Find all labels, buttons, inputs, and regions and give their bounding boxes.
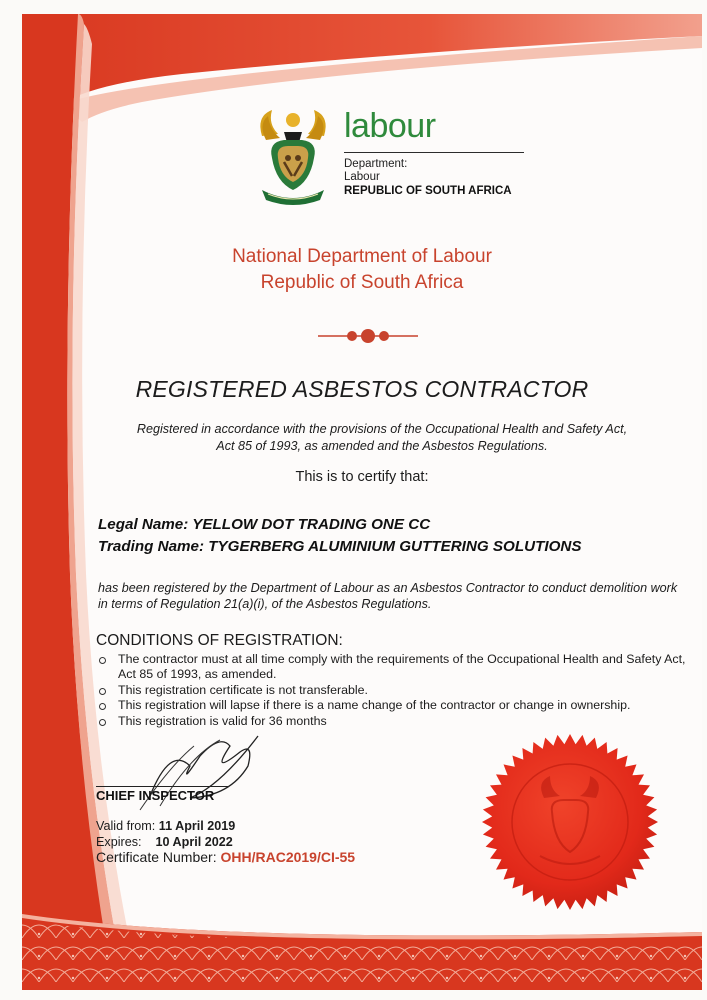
brand-country: REPUBLIC OF SOUTH AFRICA	[344, 185, 512, 197]
brand-divider	[344, 152, 524, 153]
certificate-number-label: Certificate Number:	[96, 849, 217, 865]
registration-statement: has been registered by the Department of Labour as an Asbestos Contractor to conduct demolition work in terms of Regulation 21(a)(i), of the Asbestos Regulations.	[98, 581, 678, 611]
header-line-2: Republic of South Africa	[260, 272, 464, 293]
chief-inspector-title: CHIEF INSPECTOR	[96, 786, 228, 803]
legal-name: Legal Name: YELLOW DOT TRADING ONE CC	[98, 516, 431, 533]
valid-from-row	[96, 819, 355, 835]
conditions-heading: CONDITIONS OF REGISTRATION:	[96, 632, 343, 649]
expires-date: 10 April 2022	[155, 834, 233, 849]
conditions-list	[96, 652, 686, 729]
brand-department-name: Labour	[344, 171, 380, 183]
certificate-number-row	[96, 850, 355, 866]
act-statement	[92, 421, 672, 455]
brand-department-label: Department:	[344, 158, 408, 170]
trading-name: Trading Name: TYGERBERG ALUMINIUM GUTTERING SOLUTIONS	[98, 538, 582, 555]
embossed-seal-icon	[480, 732, 660, 912]
expires-row	[96, 835, 355, 851]
valid-from-date: 11 April 2019	[158, 819, 236, 833]
condition-item: This registration certificate is not transferable.	[96, 683, 686, 698]
coat-of-arms-icon	[254, 106, 332, 206]
condition-item: The contractor must at all time comply with the requirements of the Occupational Health and Safety Act, Act 85 of 1993, as amended.	[96, 652, 686, 682]
certificate-title: REGISTERED ASBESTOS CONTRACTOR	[135, 376, 589, 402]
expires-label: Expires:	[96, 834, 142, 849]
condition-item: This registration is valid for 36 months	[96, 714, 686, 729]
brand-wordmark: labour	[344, 107, 436, 145]
contractor-names	[98, 514, 678, 558]
three-dots-divider-icon	[318, 326, 418, 346]
certificate-sheet	[22, 14, 702, 990]
validity-block	[96, 819, 355, 866]
certify-statement: This is to certify that:	[295, 469, 429, 485]
certificate-number: OHH/RAC2019/CI-55	[220, 849, 356, 865]
valid-from-label: Valid from:	[96, 819, 156, 833]
header-line-1: National Department of Labour	[232, 246, 492, 267]
act-line-1: Registered in accordance with the provisions of the Occupational Health and Safety Act,	[136, 422, 628, 436]
condition-item: This registration will lapse if there is a name change of the contractor or change in ownership.	[96, 698, 686, 713]
department-brand	[344, 108, 544, 198]
act-line-2: Act 85 of 1993, as amended and the Asbestos Regulations.	[216, 439, 548, 453]
